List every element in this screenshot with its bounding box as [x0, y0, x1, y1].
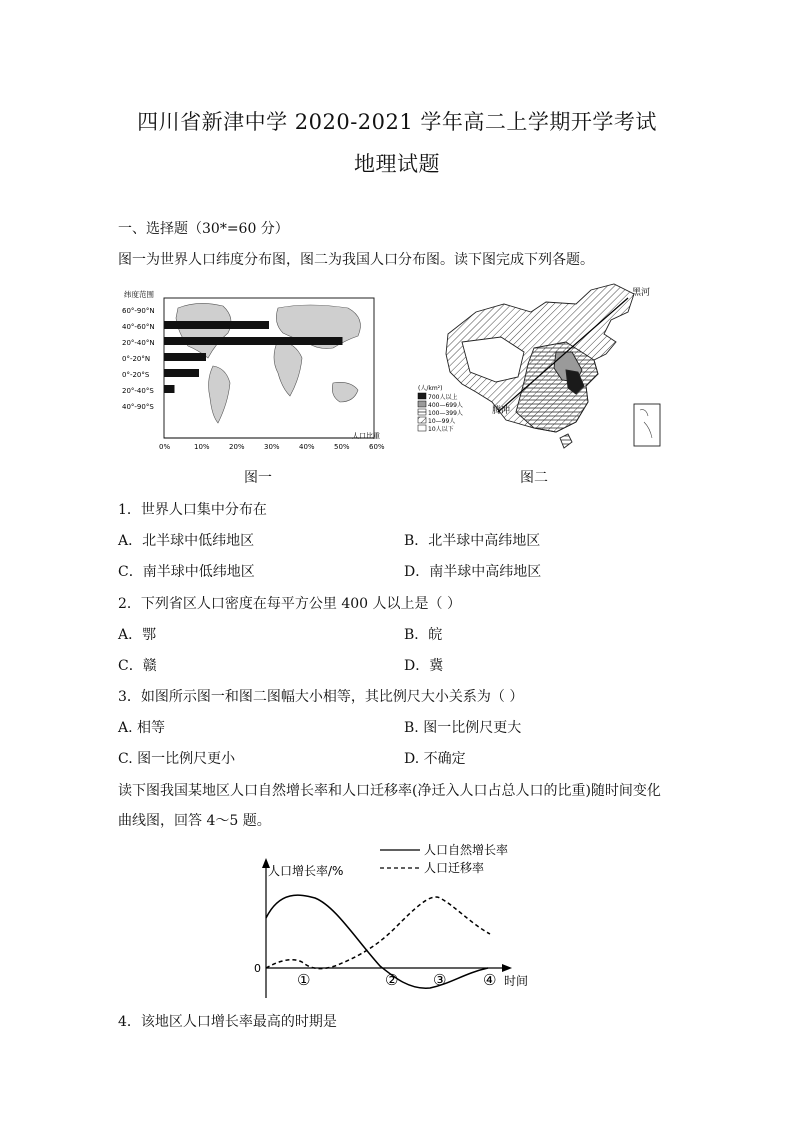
question-3-option-c[interactable]: C. 图一比例尺更小	[118, 751, 236, 767]
legend-item-5: 10人以下	[428, 426, 454, 433]
figure2-legend	[418, 384, 463, 433]
question-1-option-c[interactable]: C．南半球中低纬地区	[118, 564, 255, 580]
figure1-caption: 图一	[244, 470, 272, 486]
question-2-option-c[interactable]: C．赣	[118, 658, 157, 674]
figure2-map	[406, 282, 672, 454]
figure1-axis-title: 纬度范围	[124, 290, 154, 299]
x-tick-label: 60%	[369, 443, 385, 451]
category-label: 20°-40°N	[122, 339, 155, 347]
x-tick-label: 50%	[334, 443, 350, 451]
legend-migration: 人口迁移率	[424, 861, 485, 875]
legend-item-4: 10—99人	[428, 418, 456, 425]
x-tick-label: 0%	[159, 443, 171, 451]
time-point-label: ①	[297, 971, 311, 989]
figure1-chart	[118, 288, 386, 454]
category-label: 0°-20°S	[122, 371, 150, 379]
question-3-option-d[interactable]: D. 不确定	[404, 751, 466, 767]
category-label: 40°-90°S	[122, 403, 154, 411]
legend-item-3: 100—399人	[428, 410, 463, 417]
question-3-option-b[interactable]: B. 图一比例尺更大	[404, 720, 522, 736]
bar	[164, 369, 199, 377]
figure2-caption: 图二	[520, 470, 548, 486]
page-title: 四川省新津中学 2020-2021 学年高二上学期开学考试	[137, 110, 657, 134]
bar	[164, 337, 343, 345]
category-label: 20°-40°S	[122, 387, 154, 395]
series-migration	[266, 897, 490, 969]
x-tick-label: 10%	[194, 443, 210, 451]
question-1-option-d[interactable]: D．南半球中高纬地区	[404, 564, 542, 580]
time-point-label: ②	[385, 971, 399, 989]
label-heihe: 黑河	[632, 288, 651, 298]
china-outline	[446, 284, 634, 448]
question-2-option-b[interactable]: B．皖	[404, 627, 443, 643]
x-tick-label: 30%	[264, 443, 280, 451]
legend-item-2: 400—699人	[428, 402, 463, 409]
category-label: 60°-90°N	[122, 307, 155, 315]
section-heading: 一、选择题（30*=60 分）	[118, 221, 289, 237]
origin-label: 0	[254, 962, 261, 975]
bar	[164, 353, 206, 361]
passage-line-1: 读下图我国某地区人口自然增长率和人口迁移率(净迁入人口占总人口的比重)随时间变化	[118, 783, 661, 799]
figure3-chart	[250, 838, 540, 1002]
x-tick-label: 20%	[229, 443, 245, 451]
category-label: 40°-60°N	[122, 323, 155, 331]
label-tengchong: 腾冲	[492, 406, 511, 416]
question-3-option-a[interactable]: A. 相等	[118, 720, 166, 736]
page-subtitle: 地理试题	[354, 152, 440, 176]
x-axis-label: 时间	[504, 974, 529, 988]
legend-natural: 人口自然增长率	[424, 843, 509, 857]
section-intro: 图一为世界人口纬度分布图，图二为我国人口分布图。读下图完成下列各题。	[118, 252, 594, 268]
passage-line-2: 曲线图，回答 4～5 题。	[118, 813, 271, 829]
x-tick-label: 40%	[299, 443, 315, 451]
question-3-stem: 3．如图所示图一和图二图幅大小相等，其比例尺大小关系为（ ）	[118, 689, 524, 705]
figure1-x-label: 人口比重	[352, 432, 380, 440]
bar	[164, 321, 269, 329]
south-china-sea-inset	[634, 404, 660, 446]
question-1-option-b[interactable]: B．北半球中高纬地区	[404, 533, 541, 549]
legend-title: (人/km²)	[418, 385, 443, 392]
category-label: 0°-20°N	[122, 355, 151, 363]
question-2-stem: 2．下列省区人口密度在每平方公里 400 人以上是（ ）	[118, 596, 461, 612]
question-1-option-a[interactable]: A．北半球中低纬地区	[118, 533, 255, 549]
question-1-stem: 1．世界人口集中分布在	[118, 502, 267, 518]
question-2-option-a[interactable]: A．鄂	[118, 627, 157, 643]
question-4-stem: 4．该地区人口增长率最高的时期是	[118, 1014, 337, 1030]
question-2-option-d[interactable]: D．冀	[404, 658, 444, 674]
y-axis-label: 人口增长率/%	[268, 864, 344, 878]
bar	[164, 385, 175, 393]
time-point-label: ③	[433, 971, 447, 989]
legend-item-1: 700人以上	[428, 394, 458, 401]
time-point-label: ④	[483, 971, 497, 989]
